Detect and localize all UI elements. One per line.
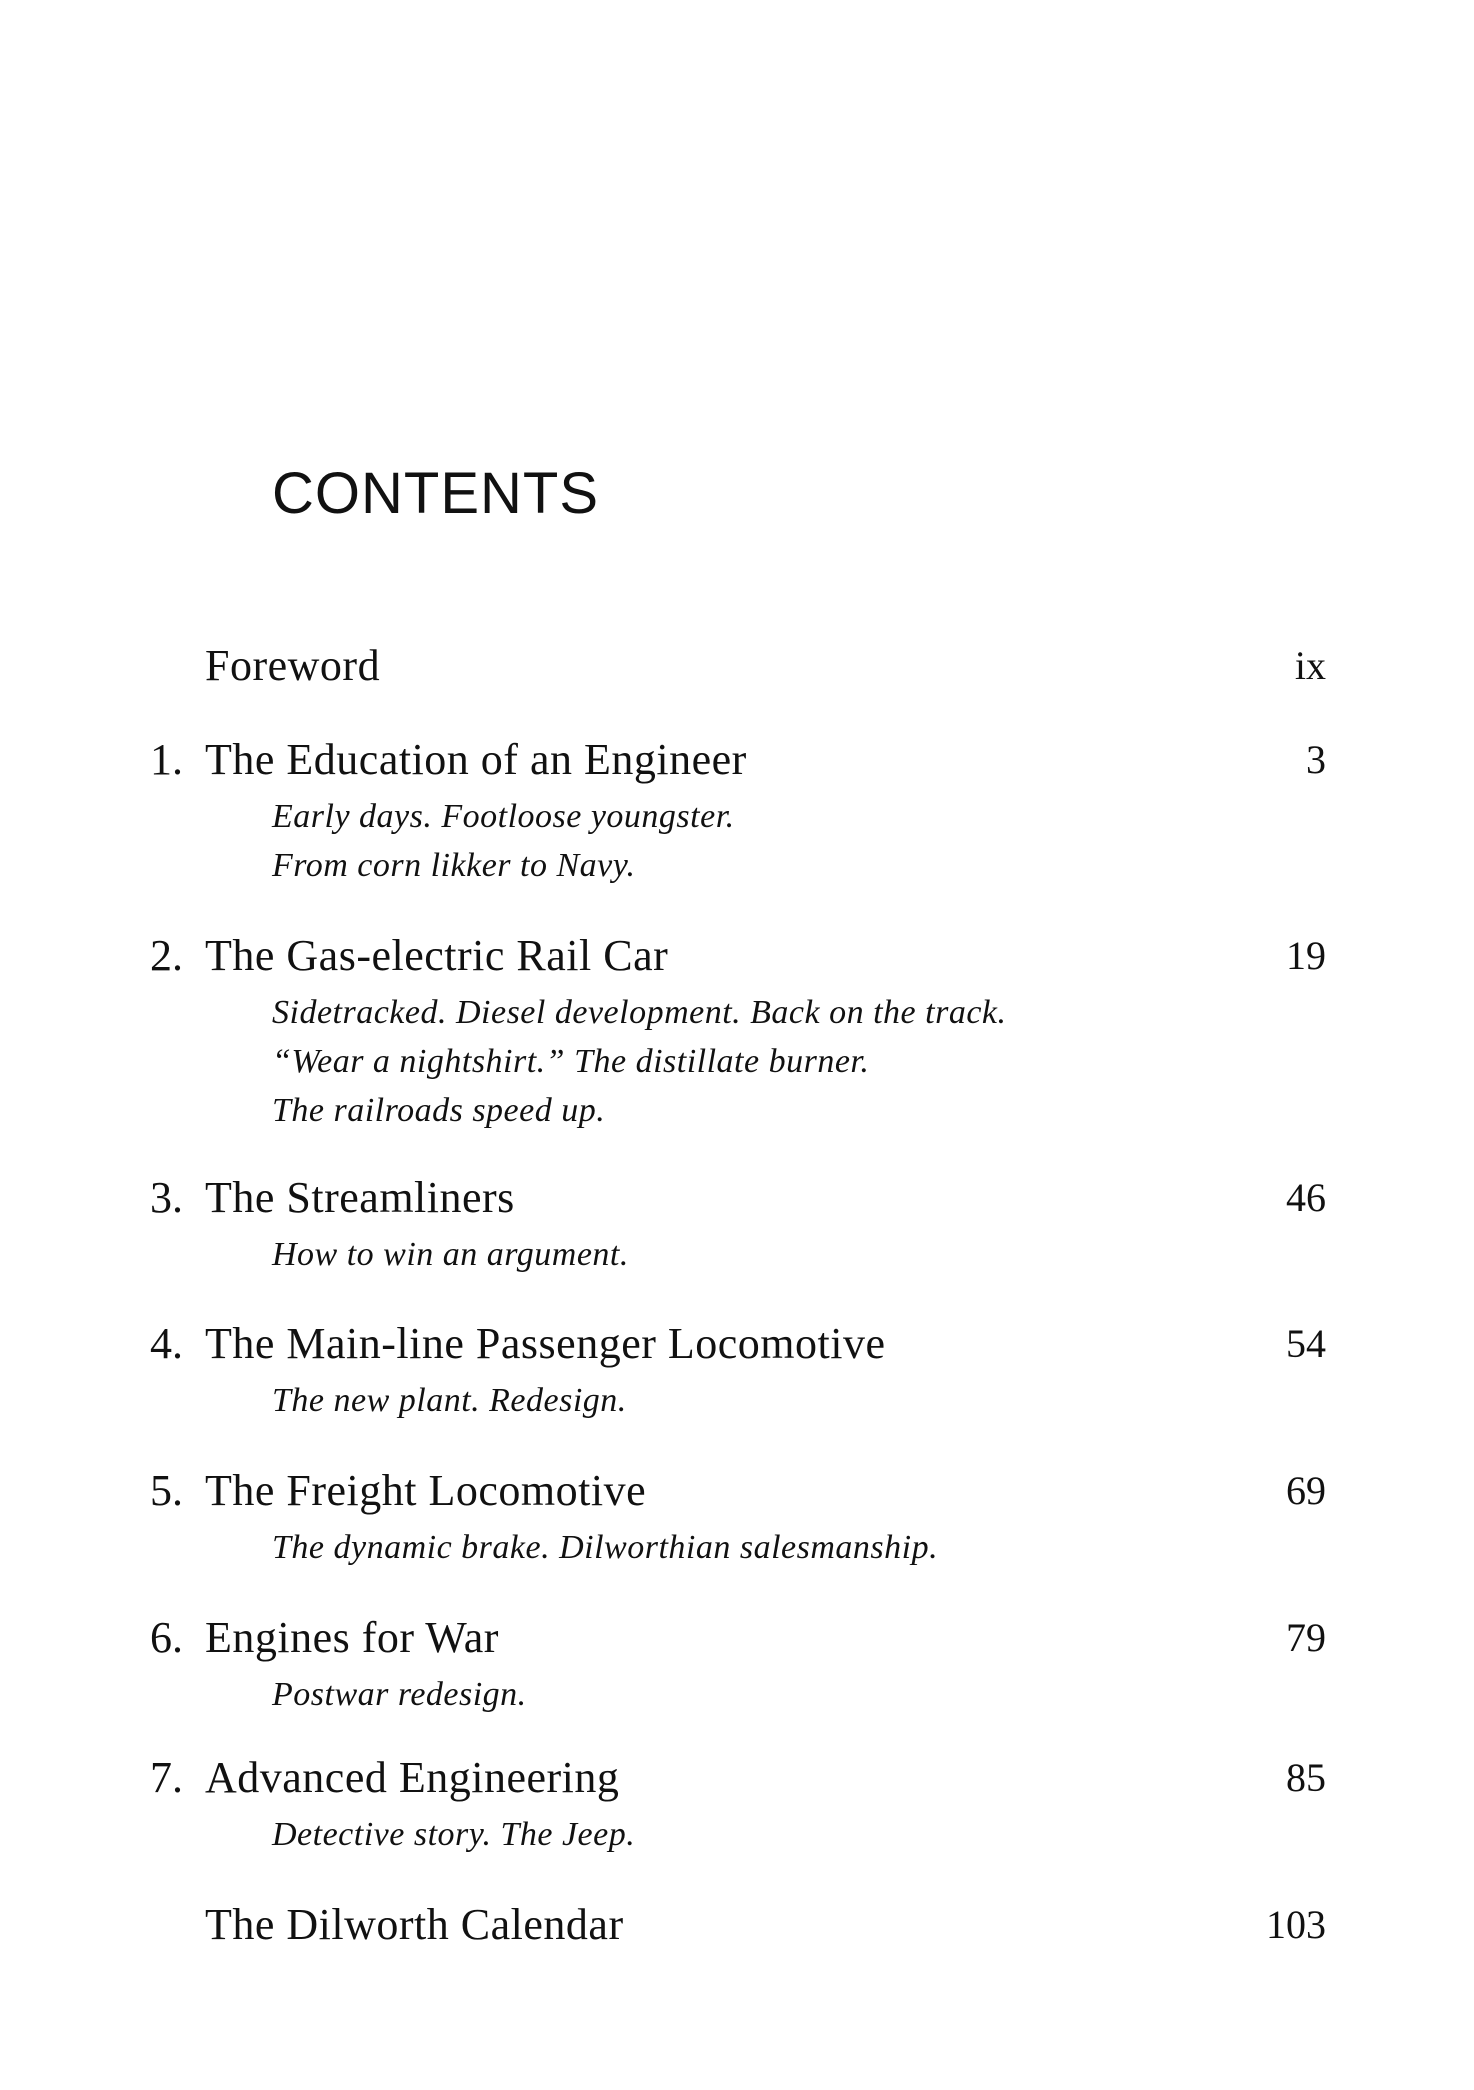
entry-number: 6. — [150, 1613, 183, 1662]
entry-title: The Streamliners — [205, 1173, 515, 1222]
entry-subtopics — [272, 1230, 629, 1279]
subtopic-line: How to win an argument. — [272, 1236, 629, 1273]
entry-subtopics — [272, 792, 735, 890]
subtopic-line: The railroads speed up. — [272, 1092, 606, 1129]
entry-title: Foreword — [205, 641, 381, 690]
subtopic-line: The new plant. Redesign. — [272, 1382, 627, 1419]
entry-page-number: 3 — [1306, 737, 1326, 782]
entry-number: 3. — [150, 1173, 183, 1222]
entry-number: 2. — [150, 931, 183, 980]
entry-subtopics — [272, 1376, 627, 1425]
entry-page-number: ix — [1294, 643, 1326, 688]
entry-page-number: 46 — [1286, 1175, 1326, 1220]
page-title: CONTENTS — [272, 461, 599, 526]
entry-number: 1. — [150, 735, 183, 784]
entry-number: 7. — [150, 1753, 183, 1802]
subtopic-line: The dynamic brake. Dilworthian salesmanship. — [272, 1529, 939, 1566]
entry-number: 4. — [150, 1319, 183, 1368]
entry-number: 5. — [150, 1466, 183, 1515]
subtopic-line: Sidetracked. Diesel development. Back on the track. — [272, 994, 1007, 1031]
entry-page-number: 79 — [1286, 1615, 1326, 1660]
entry-subtopics — [272, 1670, 527, 1719]
entry-page-number: 54 — [1286, 1321, 1326, 1366]
entry-subtopics — [272, 1523, 938, 1572]
subtopic-line: From corn likker to Navy. — [272, 847, 636, 884]
entry-title: The Main-line Passenger Locomotive — [205, 1319, 886, 1368]
entry-title: The Dilworth Calendar — [205, 1900, 624, 1949]
entry-subtopics — [272, 988, 1007, 1135]
entry-title: The Freight Locomotive — [205, 1466, 647, 1515]
subtopic-line: “Wear a nightshirt.” The distillate burner. — [272, 1043, 870, 1080]
subtopic-line: Early days. Footloose youngster. — [272, 798, 735, 835]
entry-page-number: 85 — [1286, 1755, 1326, 1800]
entry-page-number: 69 — [1286, 1468, 1326, 1513]
entry-page-number: 103 — [1266, 1902, 1326, 1947]
entry-title: The Education of an Engineer — [205, 735, 747, 784]
entry-page-number: 19 — [1286, 933, 1326, 978]
subtopic-line: Postwar redesign. — [272, 1676, 527, 1713]
entry-title: The Gas-electric Rail Car — [205, 931, 669, 980]
entry-subtopics — [272, 1810, 635, 1859]
entry-title: Advanced Engineering — [205, 1753, 620, 1802]
entry-title: Engines for War — [205, 1613, 499, 1662]
subtopic-line: Detective story. The Jeep. — [272, 1816, 636, 1853]
